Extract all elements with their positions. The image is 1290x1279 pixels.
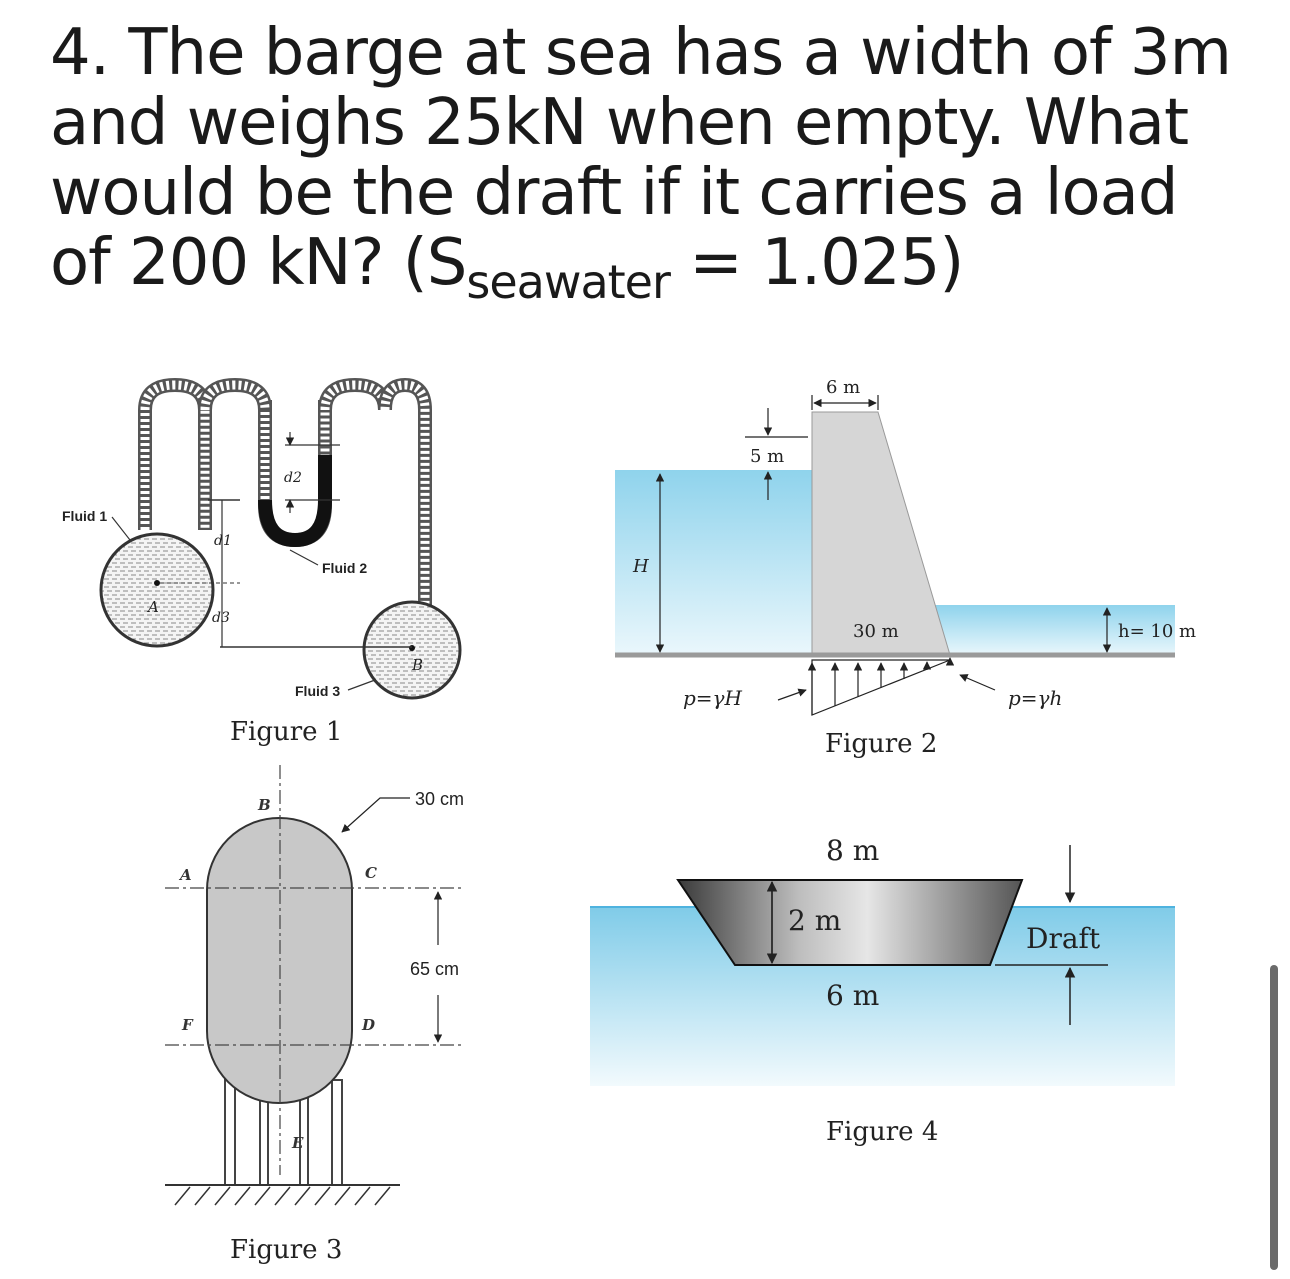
fluid-2-label: Fluid 2	[322, 560, 368, 576]
figure-3-caption: Figure 3	[230, 1235, 343, 1265]
question-line-4: of 200 kN? $(S_{seawater} = 1.025)$	[50, 226, 964, 309]
figure-3	[165, 765, 465, 1265]
fluid-2-column	[265, 455, 325, 540]
pressure-left-label: p=γH	[683, 686, 742, 710]
question-line-3: would be the draft if it carries a load	[50, 156, 1178, 230]
tank-a	[101, 534, 213, 646]
page-scrollbar[interactable]	[1270, 965, 1278, 1270]
depth-label: 2 m	[788, 904, 842, 937]
height-label: H	[633, 556, 649, 577]
base-label: 30 m	[853, 621, 899, 642]
point-b3-label: B	[258, 796, 271, 814]
length-label: 65 cm	[410, 959, 460, 979]
fluid-3-label: Fluid 3	[295, 683, 341, 699]
tailwater-depth-label: h= 10 m	[1118, 621, 1197, 642]
bottom-width-label: 6 m	[826, 979, 880, 1012]
point-a-label: A	[148, 598, 159, 616]
figure-4-caption: Figure 4	[826, 1117, 939, 1147]
figure-4	[590, 834, 1175, 1147]
point-b-label: B	[412, 656, 424, 674]
manometer-tube-left	[145, 385, 205, 530]
d2-label: d2	[284, 470, 302, 486]
radius-label: 30 cm	[415, 789, 465, 809]
top-width-label-4: 8 m	[826, 834, 880, 867]
figure-1-caption: Figure 1	[230, 717, 343, 747]
point-d3-label: D	[362, 1016, 376, 1034]
d3-label: d3	[212, 610, 230, 626]
fluid-1-label: Fluid 1	[62, 508, 108, 524]
pressure-right-label: p=γh	[1008, 686, 1063, 710]
point-e3-label: E	[292, 1134, 304, 1152]
figure-2	[615, 377, 1196, 759]
point-c3-label: C	[365, 864, 377, 882]
dam-body	[812, 412, 950, 655]
point-a3-label: A	[180, 866, 192, 884]
top-width-label: 6 m	[826, 377, 861, 398]
question-line-2: and weighs 25kN when empty. What	[50, 86, 1189, 160]
figure-2-caption: Figure 2	[825, 729, 938, 759]
draft-label: Draft	[1026, 922, 1101, 955]
point-f3-label: F	[182, 1016, 193, 1034]
freeboard-label: 5 m	[750, 446, 785, 467]
barge-hull	[678, 880, 1022, 965]
question-line-1: 4. The barge at sea has a width of 3m	[50, 16, 1231, 90]
figure-1	[62, 385, 460, 747]
seawater-subscript: seawater	[466, 255, 670, 309]
d1-label: d1	[214, 533, 232, 549]
